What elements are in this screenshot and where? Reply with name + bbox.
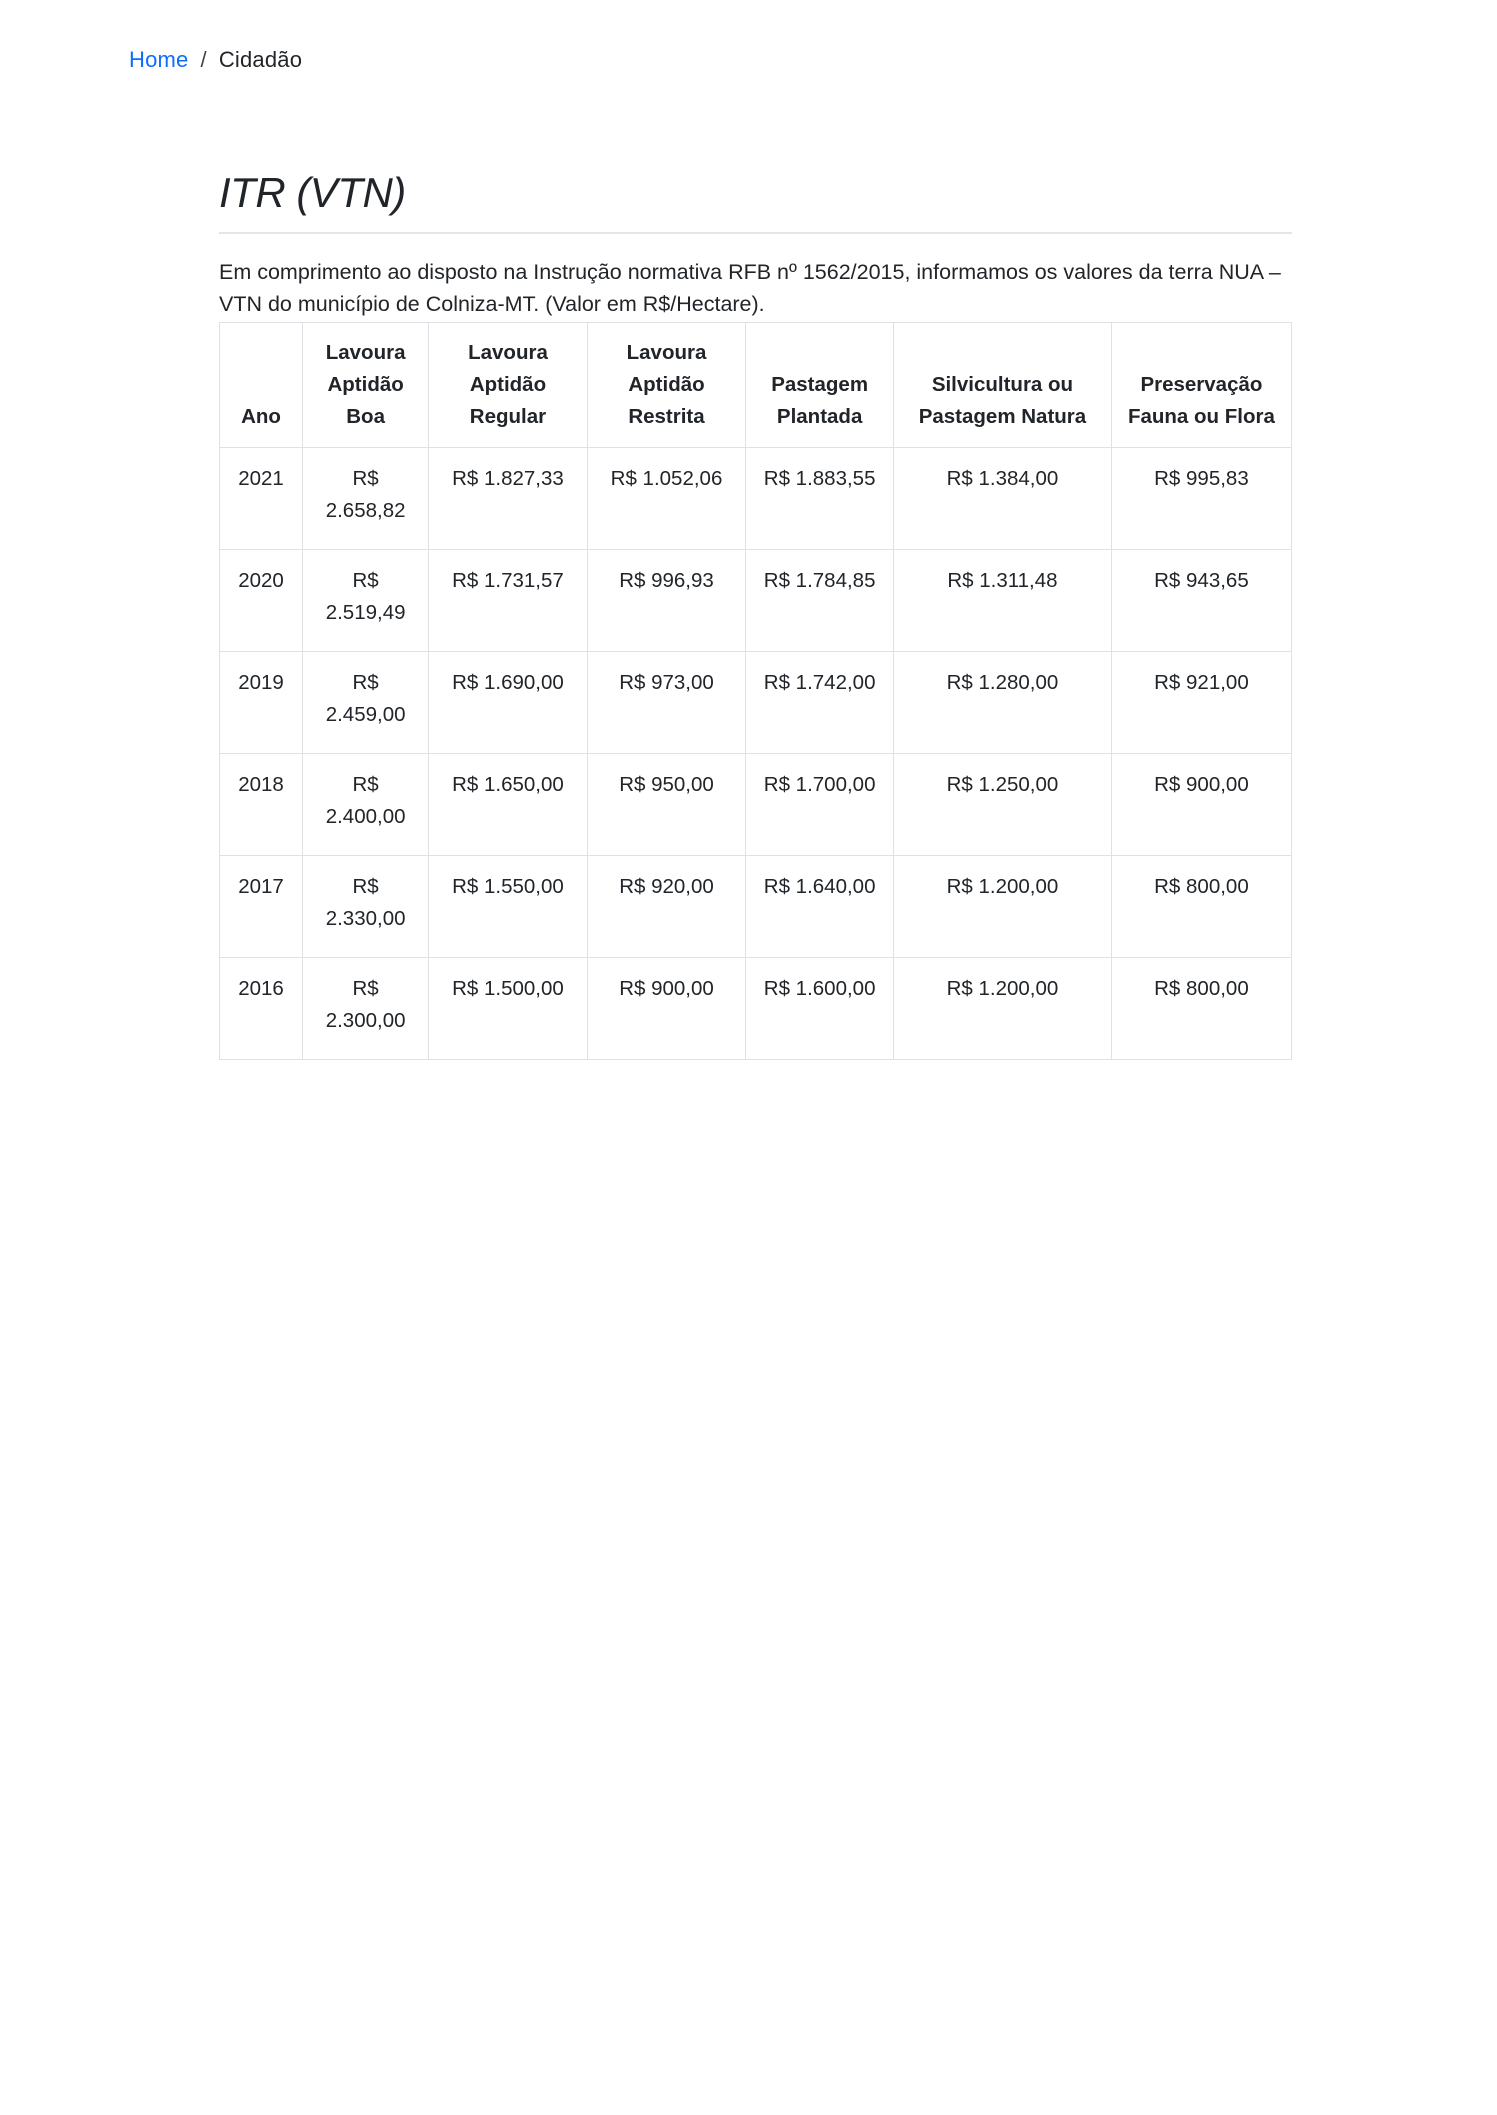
cell-pastagem-plantada: R$ 1.784,85 — [746, 550, 894, 652]
cell-lavoura-restrita: R$ 973,00 — [587, 652, 746, 754]
cell-silvicultura: R$ 1.280,00 — [894, 652, 1112, 754]
cell-silvicultura: R$ 1.311,48 — [894, 550, 1112, 652]
intro-paragraph: Em comprimento ao disposto na Instrução normativa RFB nº 1562/2015, informamos os valores da terra NUA –VTN do município de Colniza-MT. (Valor em R$/Hectare). — [219, 260, 1281, 317]
header-lavoura-regular: Lavoura Aptidão Regular — [429, 323, 588, 448]
table-row — [220, 550, 1292, 652]
page-title: ITR (VTN) — [219, 169, 406, 216]
cell-silvicultura: R$ 1.384,00 — [894, 448, 1112, 550]
cell-lavoura-restrita: R$ 950,00 — [587, 754, 746, 856]
table-row — [220, 958, 1292, 1060]
cell-ano: 2020 — [220, 550, 303, 652]
main-content — [219, 168, 1292, 1060]
cell-pastagem-plantada: R$ 1.700,00 — [746, 754, 894, 856]
cell-preservacao: R$ 995,83 — [1111, 448, 1291, 550]
cell-lavoura-regular: R$ 1.690,00 — [429, 652, 588, 754]
cell-silvicultura: R$ 1.250,00 — [894, 754, 1112, 856]
cell-ano: 2018 — [220, 754, 303, 856]
cell-lavoura-boa: R$ 2.459,00 — [303, 652, 429, 754]
breadcrumb-home-link[interactable]: Home — [129, 47, 189, 72]
vtn-table — [219, 322, 1292, 1060]
cell-ano: 2019 — [220, 652, 303, 754]
cell-lavoura-restrita: R$ 900,00 — [587, 958, 746, 1060]
header-preservacao: Preservação Fauna ou Flora — [1111, 323, 1291, 448]
cell-lavoura-boa: R$ 2.519,49 — [303, 550, 429, 652]
cell-preservacao: R$ 921,00 — [1111, 652, 1291, 754]
cell-lavoura-regular: R$ 1.827,33 — [429, 448, 588, 550]
cell-lavoura-regular: R$ 1.650,00 — [429, 754, 588, 856]
cell-lavoura-restrita: R$ 1.052,06 — [587, 448, 746, 550]
cell-lavoura-boa: R$ 2.330,00 — [303, 856, 429, 958]
cell-lavoura-regular: R$ 1.731,57 — [429, 550, 588, 652]
cell-ano: 2017 — [220, 856, 303, 958]
table-row — [220, 652, 1292, 754]
cell-silvicultura: R$ 1.200,00 — [894, 856, 1112, 958]
breadcrumb-separator: / — [200, 47, 207, 72]
cell-preservacao: R$ 800,00 — [1111, 958, 1291, 1060]
cell-pastagem-plantada: R$ 1.742,00 — [746, 652, 894, 754]
cell-lavoura-restrita: R$ 920,00 — [587, 856, 746, 958]
cell-preservacao: R$ 800,00 — [1111, 856, 1291, 958]
cell-lavoura-regular: R$ 1.550,00 — [429, 856, 588, 958]
cell-lavoura-boa: R$ 2.300,00 — [303, 958, 429, 1060]
cell-pastagem-plantada: R$ 1.883,55 — [746, 448, 894, 550]
cell-lavoura-restrita: R$ 996,93 — [587, 550, 746, 652]
header-lavoura-boa: Lavoura Aptidão Boa — [303, 323, 429, 448]
title-divider — [219, 232, 1292, 234]
header-lavoura-restrita: Lavoura Aptidão Restrita — [587, 323, 746, 448]
cell-preservacao: R$ 900,00 — [1111, 754, 1291, 856]
cell-ano: 2016 — [220, 958, 303, 1060]
breadcrumb — [129, 47, 302, 73]
cell-lavoura-boa: R$ 2.400,00 — [303, 754, 429, 856]
cell-silvicultura: R$ 1.200,00 — [894, 958, 1112, 1060]
header-pastagem-plantada: Pastagem Plantada — [746, 323, 894, 448]
table-row — [220, 856, 1292, 958]
header-silvicultura: Silvicultura ou Pastagem Natura — [894, 323, 1112, 448]
cell-lavoura-regular: R$ 1.500,00 — [429, 958, 588, 1060]
breadcrumb-current: Cidadão — [218, 47, 303, 72]
cell-lavoura-boa: R$ 2.658,82 — [303, 448, 429, 550]
cell-preservacao: R$ 943,65 — [1111, 550, 1291, 652]
cell-pastagem-plantada: R$ 1.640,00 — [746, 856, 894, 958]
cell-ano: 2021 — [220, 448, 303, 550]
header-ano: Ano — [220, 323, 303, 448]
table-row — [220, 754, 1292, 856]
cell-pastagem-plantada: R$ 1.600,00 — [746, 958, 894, 1060]
table-row — [220, 448, 1292, 550]
table-header-row — [220, 323, 1292, 448]
